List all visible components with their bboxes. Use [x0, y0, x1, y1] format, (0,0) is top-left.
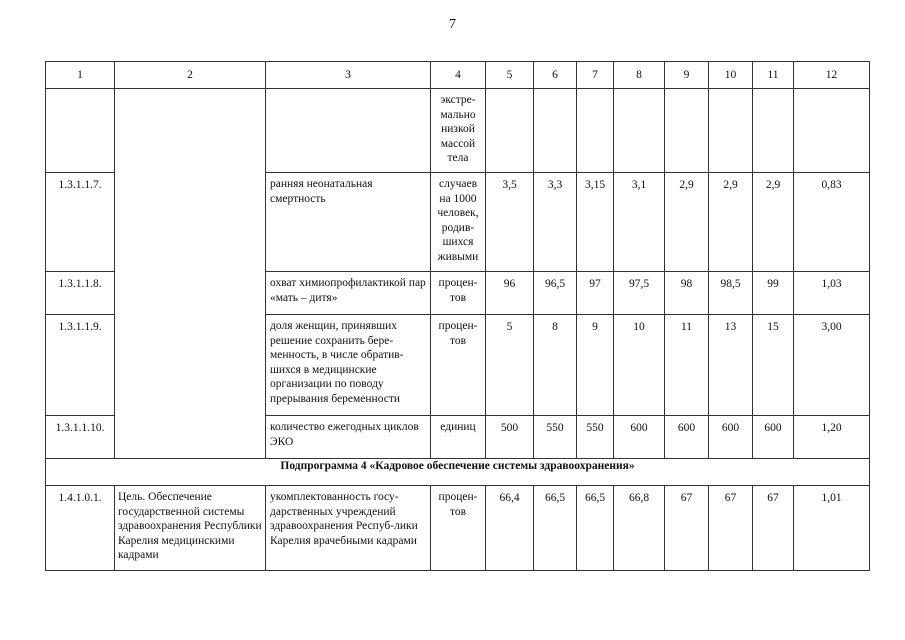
- indicator-cell: ранняя неонатальная смертность: [266, 173, 431, 272]
- table-row: [46, 486, 870, 571]
- value-cell: 96: [486, 272, 534, 315]
- value-cell: [709, 89, 753, 173]
- value-cell: [753, 89, 794, 173]
- code-cell: 1.4.1.0.1.: [46, 486, 115, 571]
- code-cell: 1.3.1.1.7.: [46, 173, 115, 272]
- value-cell: 1,20: [794, 416, 870, 459]
- goal-cell-merged: [115, 89, 266, 459]
- value-cell: 3,15: [577, 173, 614, 272]
- indicator-cell: количество ежегодных циклов ЭКО: [266, 416, 431, 459]
- section-title: Подпрограмма 4 «Кадровое обеспечение системы здравоохранения»: [46, 459, 870, 486]
- unit-text: экстре- мально низкой массой тела: [440, 94, 476, 164]
- unit-cell: [431, 486, 486, 571]
- unit-text: случаев на 1000 человек, родив- шихся живыми: [437, 178, 479, 263]
- header-cell: 1: [46, 62, 115, 89]
- code-cell: [46, 89, 115, 173]
- value-cell: 5: [486, 315, 534, 416]
- indicators-table: [45, 61, 870, 571]
- value-cell: 8: [534, 315, 577, 416]
- unit-cell: [431, 173, 486, 272]
- value-cell: 98: [665, 272, 709, 315]
- value-cell: [665, 89, 709, 173]
- value-cell: 66,8: [614, 486, 665, 571]
- unit-text: процен- тов: [438, 277, 478, 304]
- value-cell: 98,5: [709, 272, 753, 315]
- value-cell: 3,1: [614, 173, 665, 272]
- header-cell: 8: [614, 62, 665, 89]
- value-cell: 3,5: [486, 173, 534, 272]
- unit-cell: [431, 272, 486, 315]
- value-cell: 66,5: [577, 486, 614, 571]
- page-number: 7: [449, 17, 456, 32]
- value-cell: 10: [614, 315, 665, 416]
- table-row: [46, 89, 870, 173]
- value-cell: 2,9: [709, 173, 753, 272]
- header-cell: 4: [431, 62, 486, 89]
- value-cell: 2,9: [753, 173, 794, 272]
- value-cell: 67: [753, 486, 794, 571]
- value-cell: 500: [486, 416, 534, 459]
- code-cell: 1.3.1.1.8.: [46, 272, 115, 315]
- value-cell: 550: [577, 416, 614, 459]
- header-cell: 2: [115, 62, 266, 89]
- unit-text: процен- тов: [438, 320, 478, 347]
- value-cell: 97: [577, 272, 614, 315]
- value-cell: 3,00: [794, 315, 870, 416]
- unit-text: единиц: [440, 421, 476, 433]
- value-cell: 0,83: [794, 173, 870, 272]
- indicator-cell: укомплектованность госу-дарственных учреждений здравоохранения Респуб-лики Карелия врачебными кадрами: [266, 486, 431, 571]
- code-cell: 1.3.1.1.10.: [46, 416, 115, 459]
- value-cell: 66,5: [534, 486, 577, 571]
- value-cell: 600: [665, 416, 709, 459]
- indicator-cell: доля женщин, принявших решение сохранить бере-менность, в числе обратив-шихся в медицинские организации по поводу прерывания беременности: [266, 315, 431, 416]
- column-number-row: [46, 62, 870, 89]
- indicator-cell: [266, 89, 431, 173]
- value-cell: 15: [753, 315, 794, 416]
- value-cell: [534, 89, 577, 173]
- unit-cell: [431, 89, 486, 173]
- unit-cell: [431, 416, 486, 459]
- value-cell: [794, 89, 870, 173]
- value-cell: [614, 89, 665, 173]
- code-cell: 1.3.1.1.9.: [46, 315, 115, 416]
- value-cell: 67: [709, 486, 753, 571]
- value-cell: 600: [709, 416, 753, 459]
- header-cell: 3: [266, 62, 431, 89]
- header-cell: 7: [577, 62, 614, 89]
- value-cell: [486, 89, 534, 173]
- value-cell: 550: [534, 416, 577, 459]
- value-cell: 11: [665, 315, 709, 416]
- value-cell: 2,9: [665, 173, 709, 272]
- value-cell: 1,03: [794, 272, 870, 315]
- header-cell: 5: [486, 62, 534, 89]
- unit-text: процен- тов: [438, 491, 478, 518]
- value-cell: 600: [614, 416, 665, 459]
- value-cell: 66,4: [486, 486, 534, 571]
- value-cell: 3,3: [534, 173, 577, 272]
- indicator-cell: охват химиопрофилактикой пар «мать – дитя»: [266, 272, 431, 315]
- value-cell: 1,01: [794, 486, 870, 571]
- value-cell: 99: [753, 272, 794, 315]
- value-cell: [577, 89, 614, 173]
- header-cell: 10: [709, 62, 753, 89]
- value-cell: 600: [753, 416, 794, 459]
- value-cell: 13: [709, 315, 753, 416]
- value-cell: 96,5: [534, 272, 577, 315]
- section-row: [46, 459, 870, 486]
- header-cell: 6: [534, 62, 577, 89]
- value-cell: 9: [577, 315, 614, 416]
- header-cell: 12: [794, 62, 870, 89]
- unit-cell: [431, 315, 486, 416]
- value-cell: 97,5: [614, 272, 665, 315]
- header-cell: 11: [753, 62, 794, 89]
- header-cell: 9: [665, 62, 709, 89]
- value-cell: 67: [665, 486, 709, 571]
- goal-cell: Цель. Обеспечение государственной системы здравоохранения Республики Карелия медицинскими кадрами: [115, 486, 266, 571]
